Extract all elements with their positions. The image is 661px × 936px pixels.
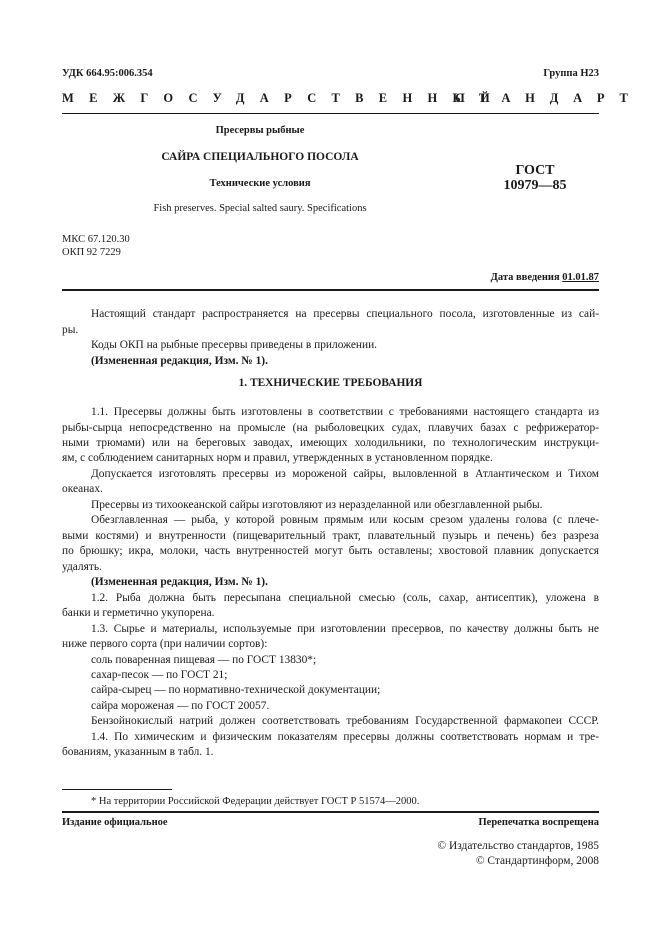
- section-text-line: Обезглавленная — рыба, у которой ровным прямым или косым срезом удалены голова (с плече-: [91, 514, 599, 526]
- date-divider: [62, 289, 599, 291]
- introduction-date: [491, 272, 599, 283]
- udk-code: УДК 664.95:006.354: [62, 68, 153, 79]
- amendment-note: (Измененная редакция, Изм. № 1).: [91, 576, 268, 588]
- materials-list-item: сайра-сырец — по нормативно-технической документации;: [91, 684, 381, 696]
- section-text-line: Бензойнокислый натрий должен соответствовать требованиям Государственной фармакопеи СССР.: [91, 715, 599, 727]
- intro-paragraph-line: Настоящий стандарт распространяется на пресервы специального посола, изготовленные из сай-: [91, 308, 599, 320]
- gost-number: 10979—85: [503, 178, 567, 193]
- intro-paragraph-line: ры.: [62, 324, 79, 336]
- section-text-line: бованиям, указанным в табл. 1.: [62, 746, 214, 758]
- copyright-line: © Издательство стандартов, 1985: [437, 840, 599, 852]
- section-text-line: рыбы-сырца непосредственно на промысле (на рыболовецких судах, плавучих базах с рефрижератор-: [62, 422, 599, 434]
- materials-list-item: соль поваренная пищевая — по ГОСТ 13830*;: [91, 654, 317, 666]
- section-text-line: Допускается изготовлять пресервы из мороженой сайры, выловленной в Атлантическом и Тихом: [91, 468, 599, 480]
- section-text-line: банки и герметично укупорена.: [62, 607, 215, 619]
- section-text-line: удалять.: [62, 561, 102, 573]
- document-title: САЙРА СПЕЦИАЛЬНОГО ПОСОЛА: [161, 151, 359, 163]
- copyright-line: © Стандартинформ, 2008: [475, 855, 599, 867]
- section-text-line: выми костями) и внутренности (пищеварительный тракт, плавательный пузырь и печень) без разреза: [62, 530, 599, 542]
- section-text-line: по брюшку; икра, молоки, часть внутренностей могут быть оставлены; хвостовой плавник допускается: [62, 545, 599, 557]
- category-title: Пресервы рыбные: [215, 125, 305, 136]
- section-text-line: океанах.: [62, 483, 103, 495]
- materials-list-item: сахар-песок — по ГОСТ 21;: [91, 669, 228, 681]
- section-text-line: ниже первого сорта (при наличии сортов):: [62, 638, 268, 650]
- footnote-divider: [62, 789, 172, 790]
- group-code: Группа Н23: [543, 68, 599, 79]
- footer-divider: [62, 811, 599, 813]
- section-text-line: 1.3. Сырье и материалы, используемые при изготовлении пресервов, по качеству должны быть не: [91, 623, 599, 635]
- english-title: Fish preserves. Special salted saury. Specifications: [153, 203, 367, 214]
- standard-label: СТАНДАРТ: [455, 91, 643, 105]
- section-text-line: ными трюмами) или на береговых заводах, имеющих холодильники, по технологическим инструкци-: [62, 437, 599, 449]
- gost-label: ГОСТ: [515, 163, 555, 178]
- okp-code: ОКП 92 7229: [62, 247, 121, 258]
- okp-paragraph: Коды ОКП на рыбные пресервы приведены в приложении.: [91, 339, 378, 351]
- mks-code: МКС 67.120.30: [62, 234, 130, 245]
- introduction-date-label: Дата введения: [490, 272, 560, 283]
- section-text-line: 1.2. Рыба должна быть пересыпана специальной смесью (соль, сахар, антисептик), уложена в: [91, 592, 599, 604]
- introduction-date-value: 01.01.87: [562, 272, 599, 283]
- reprint-label: Перепечатка воспрещена: [478, 817, 599, 828]
- section-text-line: ям, с соблюдением санитарных норм и правил, утвержденных в установленном порядке.: [62, 452, 493, 464]
- section-text-line: 1.4. По химическим и физическим показателям пресервы должны соответствовать нормам и тре-: [91, 731, 599, 743]
- document-subtitle: Технические условия: [209, 178, 311, 189]
- interstate-label: МЕЖГОСУДАРСТВЕННЫЙ: [62, 91, 506, 105]
- section-text-line: Пресервы из тихоокеанской сайры изготовляют из неразделанной или обезглавленной рыбы.: [91, 499, 543, 511]
- materials-list-item: сайра мороженая — по ГОСТ 20057.: [91, 700, 270, 712]
- section-heading: 1. ТЕХНИЧЕСКИЕ ТРЕБОВАНИЯ: [238, 377, 423, 389]
- edition-label: Издание официальное: [62, 817, 168, 828]
- footnote: * На территории Российской Федерации действует ГОСТ Р 51574—2000.: [91, 796, 420, 807]
- header-divider: [62, 113, 599, 114]
- section-text-line: 1.1. Пресервы должны быть изготовлены в соответствии с требованиями настоящего стандарта из: [91, 406, 599, 418]
- amendment-note: (Измененная редакция, Изм. № 1).: [91, 355, 268, 367]
